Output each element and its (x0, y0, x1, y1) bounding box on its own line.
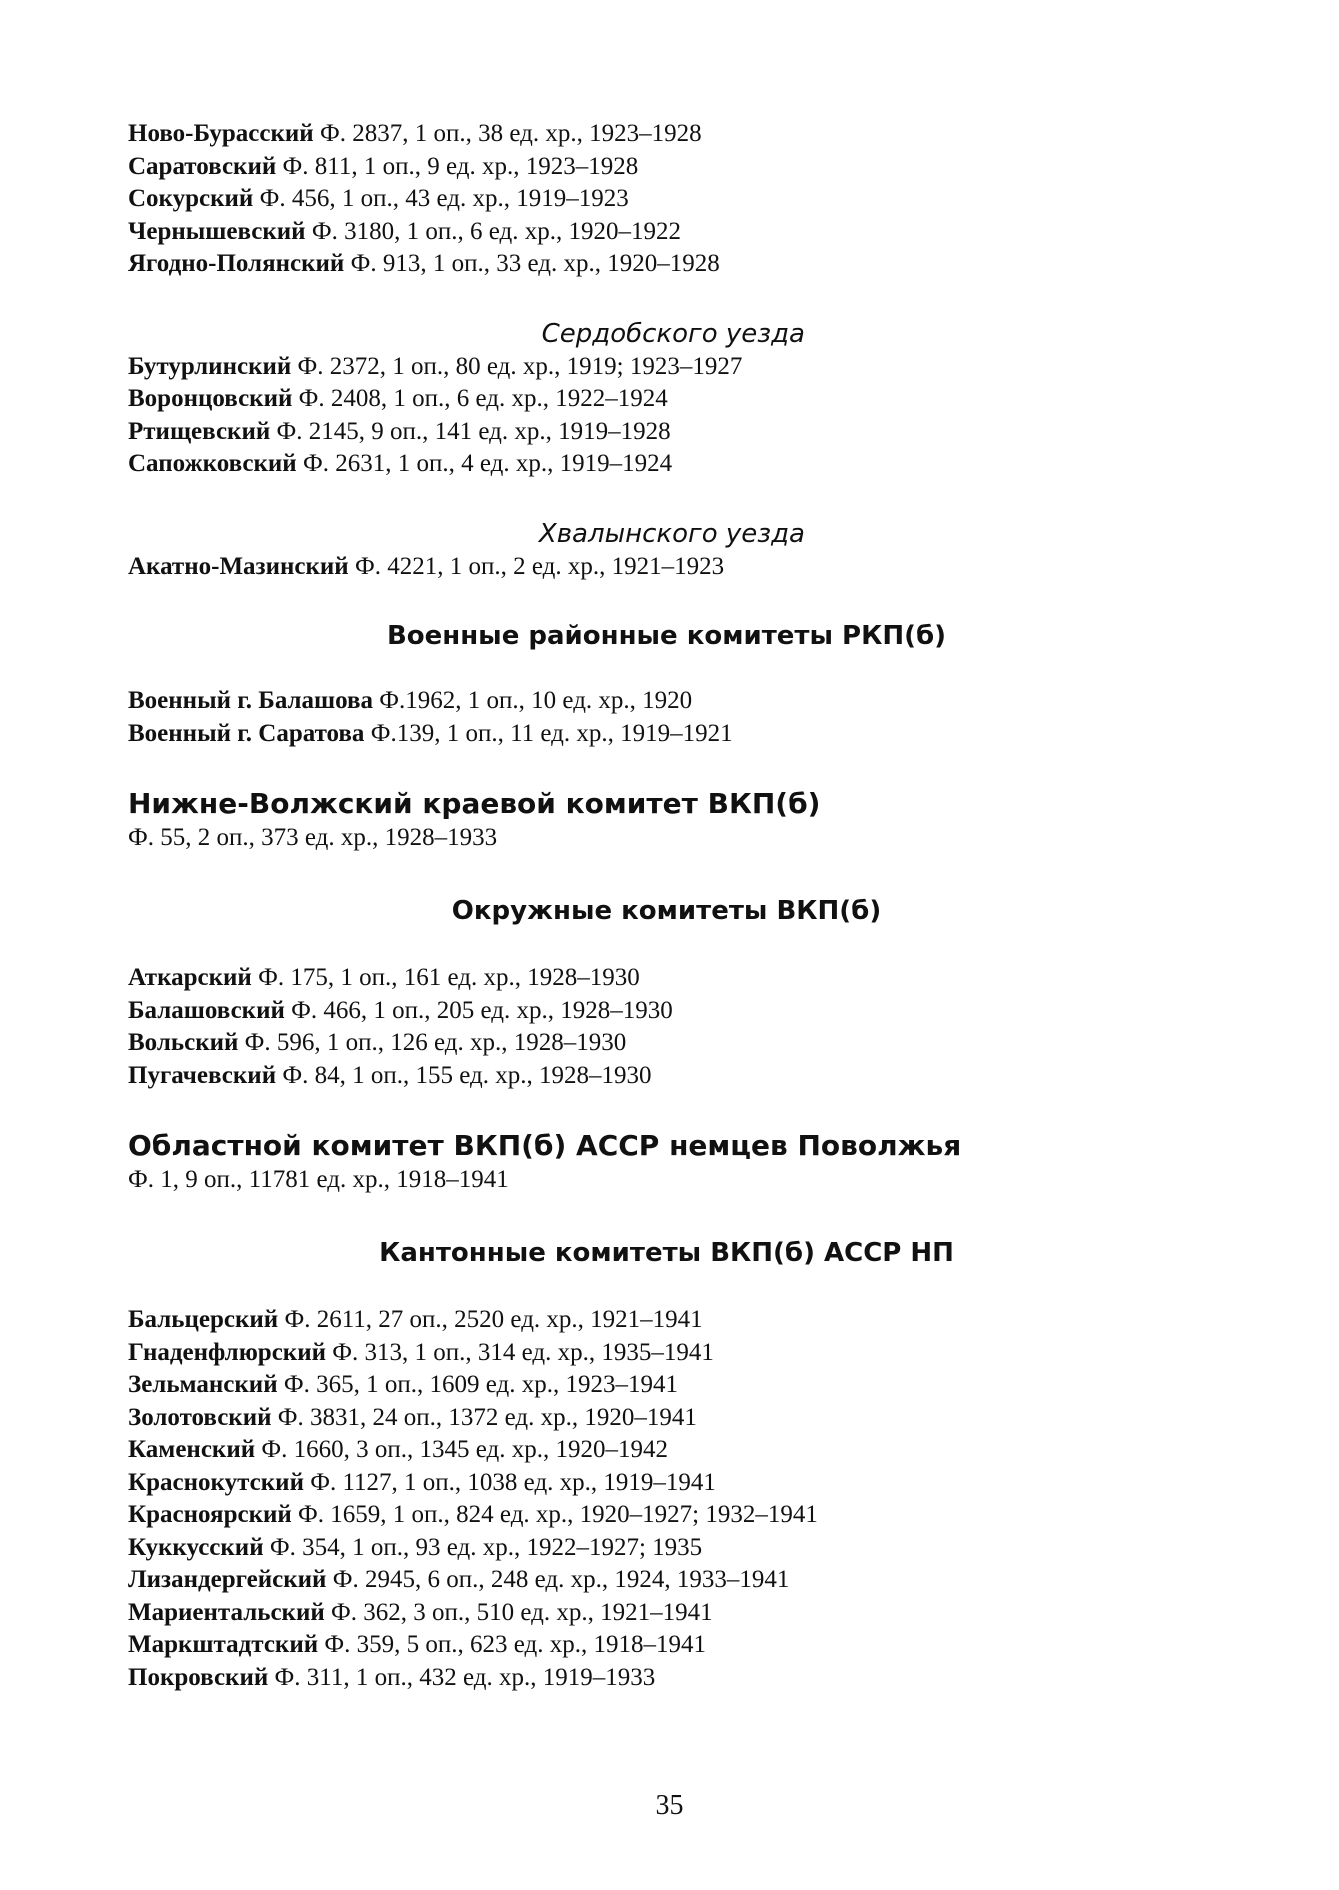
entry-details: Ф. 456, 1 оп., 43 ед. хр., 1919–1923 (253, 185, 629, 212)
list-item (128, 1337, 1208, 1370)
list-item (128, 416, 1208, 449)
entry-details: Ф.1962, 1 оп., 10 ед. хр., 1920 (373, 687, 693, 714)
list-item (128, 1532, 1208, 1565)
list-item (128, 718, 1208, 751)
list-item (128, 1060, 1208, 1093)
list-item (128, 151, 1208, 184)
entry-details: Ф. 311, 1 оп., 432 ед. хр., 1919–1933 (268, 1663, 656, 1691)
entry-name: Военный г. Саратова (128, 719, 365, 747)
list-item (128, 1597, 1208, 1630)
entry-details: Ф. 913, 1 оп., 33 ед. хр., 1920–1928 (344, 250, 720, 277)
entry-details: Ф. 1127, 1 оп., 1038 ед. хр., 1919–1941 (303, 1468, 716, 1496)
list-item (128, 118, 1208, 151)
entry-list-2 (128, 351, 1208, 481)
entry-name: Лизандергейский (128, 1566, 327, 1593)
list-item (128, 1499, 1208, 1532)
entry-name: Зельманский (128, 1371, 278, 1398)
entry-details: Ф. 2631, 1 оп., 4 ед. хр., 1919–1924 (296, 450, 673, 477)
heading-nizhne-volzhsky: Нижне-Волжский краевой комитет ВКП(б) (128, 787, 821, 820)
entry-name: Вольский (128, 1029, 239, 1056)
list-item (128, 1662, 1208, 1695)
entry-details: Ф.139, 1 оп., 11 ед. хр., 1919–1921 (364, 719, 733, 747)
entry-details: Ф. 2145, 9 оп., 141 ед. хр., 1919–1928 (270, 417, 671, 445)
page-content (128, 118, 1208, 1694)
entry-name: Гнаденфлюрский (128, 1338, 327, 1366)
list-item (128, 1304, 1208, 1337)
entry-details: Ф. 359, 5 оп., 623 ед. хр., 1918–1941 (318, 1631, 707, 1658)
heading-military-committees: Военные районные комитеты РКП(б) (386, 621, 947, 651)
list-item (128, 351, 1208, 384)
entry-name: Бутурлинский (128, 352, 292, 380)
entry-details: Ф. 1660, 3 оп., 1345 ед. хр., 1920–1942 (255, 1436, 669, 1463)
entry-details: Ф. 2945, 6 оп., 248 ед. хр., 1924, 1933–1941 (326, 1566, 790, 1593)
subhead-khvalynsk-uezd: Хвалынского уезда (538, 518, 805, 549)
list-item (128, 448, 1208, 481)
entry-details: Ф. 362, 3 оп., 510 ед. хр., 1921–1941 (324, 1598, 713, 1626)
entry-details: Ф. 3180, 1 оп., 6 ед. хр., 1920–1922 (305, 217, 681, 245)
entry-name: Куккусский (128, 1533, 264, 1561)
oblast-committee-details: Ф. 1, 9 оп., 11781 ед. хр., 1918–1941 (128, 1166, 509, 1193)
list-item (128, 1434, 1208, 1467)
heading-okruzhnye-committees: Окружные комитеты ВКП(б) (451, 896, 882, 926)
entry-name: Чернышевский (128, 217, 306, 245)
list-item (128, 1629, 1208, 1662)
entry-details: Ф. 3831, 24 оп., 1372 ед. хр., 1920–1941 (271, 1403, 697, 1431)
list-item (128, 1402, 1208, 1435)
list-item (128, 183, 1208, 216)
entry-name: Краснокутский (128, 1468, 304, 1496)
nizhne-volzhsky-details: Ф. 55, 2 оп., 373 ед. хр., 1928–1933 (128, 824, 498, 851)
entry-details: Ф. 365, 1 оп., 1609 ед. хр., 1923–1941 (277, 1371, 678, 1398)
entry-name: Саратовский (128, 152, 277, 180)
entry-name: Ртищевский (128, 417, 271, 445)
entry-name: Каменский (128, 1436, 256, 1463)
list-item (128, 685, 1208, 718)
list-item (128, 216, 1208, 249)
heading-oblast-committee: Областной комитет ВКП(б) АССР немцев Поволжья (128, 1129, 962, 1162)
entry-name: Пугачевский (128, 1061, 277, 1089)
entry-details: Ф. 2372, 1 оп., 80 ед. хр., 1919; 1923–1927 (291, 352, 743, 380)
entry-name: Сапожковский (128, 450, 297, 477)
entry-name: Покровский (128, 1663, 269, 1691)
entry-list-4 (128, 685, 1208, 750)
entry-name: Золотовский (128, 1403, 272, 1431)
entry-name: Воронцовский (128, 385, 293, 412)
entry-details: Ф. 354, 1 оп., 93 ед. хр., 1922–1927; 1935 (263, 1533, 703, 1561)
entry-name: Балашовский (128, 996, 285, 1024)
entry-name: Аткарский (128, 964, 252, 991)
list-item (128, 1467, 1208, 1500)
list-item (128, 1027, 1208, 1060)
entry-list-5 (128, 962, 1208, 1092)
entry-name: Ново-Бурасский (128, 120, 314, 147)
entry-details: Ф. 1659, 1 оп., 824 ед. хр., 1920–1927; 1932–1941 (291, 1501, 818, 1528)
list-item (128, 383, 1208, 416)
entry-details: Ф. 175, 1 оп., 161 ед. хр., 1928–1930 (251, 964, 640, 991)
entry-list-3 (128, 551, 1208, 584)
entry-details: Ф. 2611, 27 оп., 2520 ед. хр., 1921–1941 (278, 1306, 703, 1333)
entry-details: Ф. 84, 1 оп., 155 ед. хр., 1928–1930 (276, 1061, 652, 1089)
entry-name: Бальцерский (128, 1306, 279, 1333)
entry-details: Ф. 4221, 1 оп., 2 ед. хр., 1921–1923 (348, 552, 725, 580)
subhead-serdobsk-uezd: Сердобского уезда (541, 318, 805, 349)
entry-details: Ф. 811, 1 оп., 9 ед. хр., 1923–1928 (276, 152, 639, 180)
entry-name: Маркштадтский (128, 1631, 319, 1658)
entry-details: Ф. 466, 1 оп., 205 ед. хр., 1928–1930 (284, 996, 673, 1024)
entry-name: Военный г. Балашова (128, 687, 374, 714)
entry-details: Ф. 596, 1 оп., 126 ед. хр., 1928–1930 (238, 1029, 627, 1056)
entry-name: Ягодно-Полянский (128, 250, 345, 277)
list-item (128, 551, 1208, 584)
entry-name: Акатно-Мазинский (128, 552, 349, 580)
entry-name: Сокурский (128, 185, 254, 212)
entry-details: Ф. 313, 1 оп., 314 ед. хр., 1935–1941 (326, 1338, 714, 1366)
entry-list-1 (128, 118, 1208, 281)
entry-name: Мариентальский (128, 1598, 325, 1626)
entry-details: Ф. 2408, 1 оп., 6 ед. хр., 1922–1924 (292, 385, 668, 412)
list-item (128, 962, 1208, 995)
entry-name: Красноярский (128, 1501, 292, 1528)
list-item (128, 1369, 1208, 1402)
entry-details: Ф. 2837, 1 оп., 38 ед. хр., 1923–1928 (313, 120, 702, 147)
entry-list-6 (128, 1304, 1208, 1694)
heading-kanton-committees: Кантонные комитеты ВКП(б) АССР НП (379, 1238, 954, 1268)
list-item (128, 995, 1208, 1028)
list-item (128, 1564, 1208, 1597)
list-item (128, 248, 1208, 281)
page-number: 35 (655, 1790, 684, 1821)
